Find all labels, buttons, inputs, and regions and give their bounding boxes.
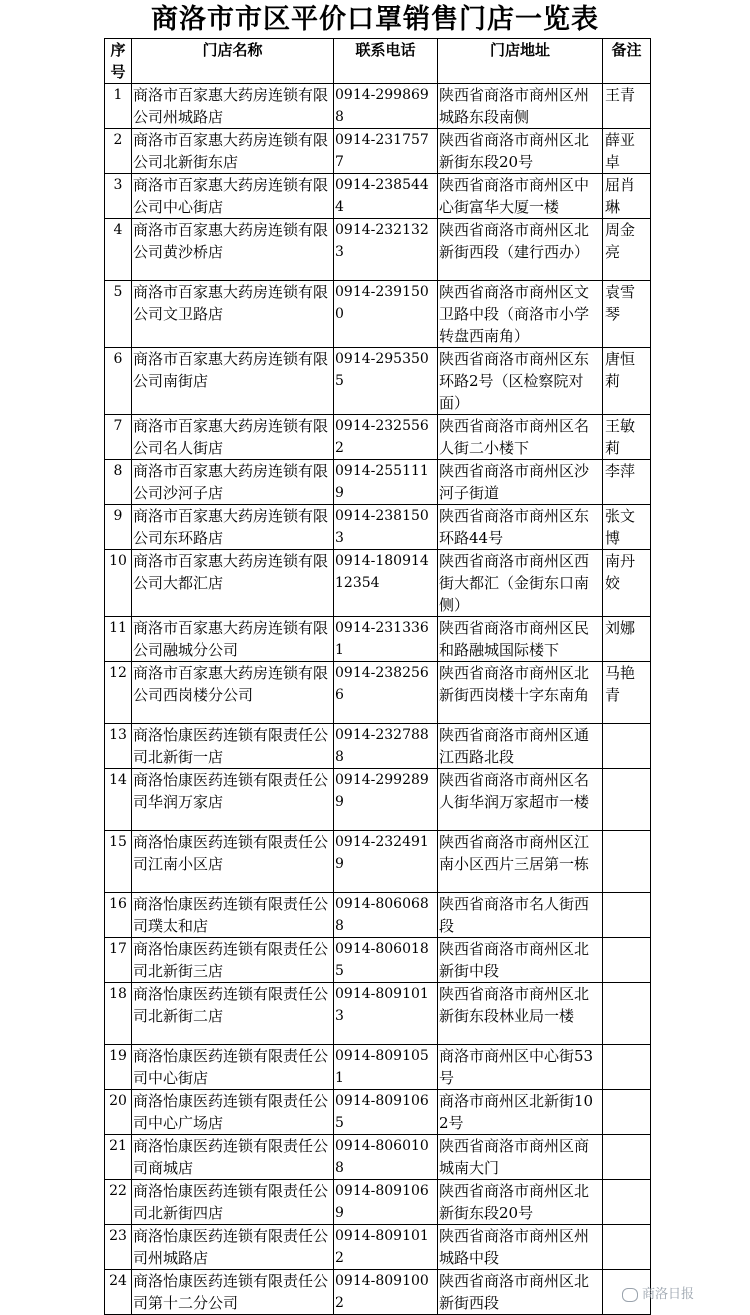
note-cell: 唐恒莉 (603, 348, 651, 415)
store-name: 商洛市百家惠大药房连锁有限公司中心街店 (132, 174, 334, 219)
table-body (105, 84, 651, 1315)
store-name: 商洛市百家惠大药房连锁有限公司南街店 (132, 348, 334, 415)
store-address: 陕西省商洛市商州区北新街中段 (438, 938, 603, 983)
store-name: 商洛怡康医药连锁有限责任公司州城路店 (132, 1225, 334, 1270)
note-cell (603, 831, 651, 893)
store-name: 商洛市百家惠大药房连锁有限公司黄沙桥店 (132, 219, 334, 281)
table-row (105, 617, 651, 662)
note-cell (603, 1180, 651, 1225)
store-name: 商洛怡康医药连锁有限责任公司中心广场店 (132, 1090, 334, 1135)
store-address: 陕西省商洛市商州区中心街富华大厦一楼 (438, 174, 603, 219)
table-header-row (105, 39, 651, 84)
note-cell: 薛亚卓 (603, 129, 651, 174)
note-cell: 屈肖琳 (603, 174, 651, 219)
phone-number: 0914-2324919 (334, 831, 438, 893)
store-address: 陕西省商洛市商州区通江西路北段 (438, 724, 603, 769)
store-address: 陕西省商洛市商州区北新街西段（建行西办） (438, 219, 603, 281)
table-row (105, 460, 651, 505)
note-cell: 南丹姣 (603, 550, 651, 617)
store-address: 陕西省商洛市商州区州城路中段 (438, 1225, 603, 1270)
store-name: 商洛市百家惠大药房连锁有限公司名人街店 (132, 415, 334, 460)
store-address: 陕西省商洛市商州区东环路44号 (438, 505, 603, 550)
row-number: 16 (105, 893, 132, 938)
row-number: 1 (105, 84, 132, 129)
store-address: 陕西省商洛市商州区州城路东段南侧 (438, 84, 603, 129)
row-number: 23 (105, 1225, 132, 1270)
table-row (105, 415, 651, 460)
col-header-note: 备注 (603, 39, 651, 84)
table-row (105, 938, 651, 983)
note-cell (603, 1045, 651, 1090)
phone-number: 0914-2382566 (334, 662, 438, 724)
note-cell (603, 1090, 651, 1135)
store-name: 商洛怡康医药连锁有限责任公司北新街二店 (132, 983, 334, 1045)
row-number: 15 (105, 831, 132, 893)
phone-number: 0914-2317577 (334, 129, 438, 174)
store-name: 商洛市百家惠大药房连锁有限公司沙河子店 (132, 460, 334, 505)
phone-number: 0914-2992899 (334, 769, 438, 831)
phone-number: 0914-2381503 (334, 505, 438, 550)
row-number: 19 (105, 1045, 132, 1090)
table-row (105, 281, 651, 348)
row-number: 21 (105, 1135, 132, 1180)
col-header-phone: 联系电话 (334, 39, 438, 84)
store-address: 商洛市商州区北新街102号 (438, 1090, 603, 1135)
note-cell: 袁雪琴 (603, 281, 651, 348)
store-name: 商洛怡康医药连锁有限责任公司北新街一店 (132, 724, 334, 769)
table-row (105, 1180, 651, 1225)
phone-number: 0914-8091051 (334, 1045, 438, 1090)
table-row (105, 831, 651, 893)
phone-number: 0914-8060185 (334, 938, 438, 983)
table-row (105, 1270, 651, 1315)
row-number: 5 (105, 281, 132, 348)
store-name: 商洛市百家惠大药房连锁有限公司东环路店 (132, 505, 334, 550)
row-number: 20 (105, 1090, 132, 1135)
store-name: 商洛怡康医药连锁有限责任公司华润万家店 (132, 769, 334, 831)
table-row (105, 129, 651, 174)
note-cell (603, 938, 651, 983)
col-header-name: 门店名称 (132, 39, 334, 84)
phone-number: 0914-2385444 (334, 174, 438, 219)
phone-number: 0914-2551119 (334, 460, 438, 505)
note-cell (603, 724, 651, 769)
phone-number: 0914-2313361 (334, 617, 438, 662)
col-header-no: 序号 (105, 39, 132, 84)
row-number: 8 (105, 460, 132, 505)
store-name: 商洛怡康医药连锁有限责任公司中心街店 (132, 1045, 334, 1090)
note-cell: 王敏莉 (603, 415, 651, 460)
store-name: 商洛市百家惠大药房连锁有限公司大都汇店 (132, 550, 334, 617)
store-name: 商洛怡康医药连锁有限责任公司第十二分公司 (132, 1270, 334, 1315)
store-name: 商洛市百家惠大药房连锁有限公司融城分公司 (132, 617, 334, 662)
col-header-address: 门店地址 (438, 39, 603, 84)
store-address: 陕西省商洛市商州区江南小区西片三居第一栋 (438, 831, 603, 893)
store-name: 商洛怡康医药连锁有限责任公司商城店 (132, 1135, 334, 1180)
note-cell (603, 1225, 651, 1270)
row-number: 12 (105, 662, 132, 724)
row-number: 18 (105, 983, 132, 1045)
store-name: 商洛怡康医药连锁有限责任公司北新街三店 (132, 938, 334, 983)
store-name: 商洛市百家惠大药房连锁有限公司北新街东店 (132, 129, 334, 174)
note-cell (603, 1135, 651, 1180)
phone-number: 0914-8091002 (334, 1270, 438, 1315)
store-address: 陕西省商洛市商州区名人街二小楼下 (438, 415, 603, 460)
row-number: 17 (105, 938, 132, 983)
row-number: 13 (105, 724, 132, 769)
table-row (105, 724, 651, 769)
phone-number: 0914-8091013 (334, 983, 438, 1045)
note-cell: 刘娜 (603, 617, 651, 662)
store-name: 商洛市百家惠大药房连锁有限公司州城路店 (132, 84, 334, 129)
phone-number: 0914-2327888 (334, 724, 438, 769)
store-address: 陕西省商洛市商州区西街大都汇（金街东口南侧） (438, 550, 603, 617)
note-cell: 王青 (603, 84, 651, 129)
table-row (105, 662, 651, 724)
store-name: 商洛市百家惠大药房连锁有限公司文卫路店 (132, 281, 334, 348)
table-row (105, 219, 651, 281)
phone-number: 0914-8091069 (334, 1180, 438, 1225)
wechat-logo-icon (622, 1288, 638, 1302)
phone-number: 0914-2321323 (334, 219, 438, 281)
row-number: 24 (105, 1270, 132, 1315)
table-row (105, 893, 651, 938)
note-cell: 马艳青 (603, 662, 651, 724)
row-number: 6 (105, 348, 132, 415)
store-address: 陕西省商洛市名人街西段 (438, 893, 603, 938)
row-number: 22 (105, 1180, 132, 1225)
row-number: 7 (105, 415, 132, 460)
store-name: 商洛怡康医药连锁有限责任公司江南小区店 (132, 831, 334, 893)
store-address: 陕西省商洛市商州区北新街东段20号 (438, 1180, 603, 1225)
row-number: 14 (105, 769, 132, 831)
row-number: 2 (105, 129, 132, 174)
store-address: 陕西省商洛市商州区东环路2号（区检察院对面） (438, 348, 603, 415)
phone-number: 0914-2391500 (334, 281, 438, 348)
watermark-text: 商洛日报 (642, 1287, 695, 1302)
table-row (105, 84, 651, 129)
store-address: 陕西省商洛市商州区民和路融城国际楼下 (438, 617, 603, 662)
phone-number: 0914-18091412354 (334, 550, 438, 617)
store-table (104, 38, 651, 1315)
table-row (105, 1090, 651, 1135)
note-cell: 李萍 (603, 460, 651, 505)
note-cell: 周金亮 (603, 219, 651, 281)
note-cell (603, 983, 651, 1045)
store-name: 商洛市百家惠大药房连锁有限公司西岗楼分公司 (132, 662, 334, 724)
phone-number: 0914-2325562 (334, 415, 438, 460)
store-address: 陕西省商洛市商州区北新街西段 (438, 1270, 603, 1315)
store-address: 陕西省商洛市商州区北新街东段林业局一楼 (438, 983, 603, 1045)
phone-number: 0914-2953505 (334, 348, 438, 415)
page-title: 商洛市市区平价口罩销售门店一览表 (151, 4, 599, 35)
watermark (622, 1283, 750, 1303)
table-row (105, 174, 651, 219)
row-number: 9 (105, 505, 132, 550)
phone-number: 0914-8091012 (334, 1225, 438, 1270)
table-row (105, 1225, 651, 1270)
phone-number: 0914-8060108 (334, 1135, 438, 1180)
table-row (105, 1045, 651, 1090)
store-address: 商洛市商州区中心街53号 (438, 1045, 603, 1090)
table-row (105, 550, 651, 617)
store-address: 陕西省商洛市商州区名人街华润万家超市一楼 (438, 769, 603, 831)
note-cell: 张文博 (603, 505, 651, 550)
table-row (105, 505, 651, 550)
row-number: 10 (105, 550, 132, 617)
row-number: 3 (105, 174, 132, 219)
phone-number: 0914-2998698 (334, 84, 438, 129)
note-cell (603, 893, 651, 938)
store-address: 陕西省商洛市商州区北新街东段20号 (438, 129, 603, 174)
table-row (105, 769, 651, 831)
phone-number: 0914-8091065 (334, 1090, 438, 1135)
table-row (105, 348, 651, 415)
row-number: 4 (105, 219, 132, 281)
store-name: 商洛怡康医药连锁有限责任公司璞太和店 (132, 893, 334, 938)
phone-number: 0914-8060688 (334, 893, 438, 938)
table-row (105, 1135, 651, 1180)
store-address: 陕西省商洛市商州区文卫路中段（商洛市小学转盘西南角） (438, 281, 603, 348)
store-address: 陕西省商洛市商州区沙河子街道 (438, 460, 603, 505)
store-name: 商洛怡康医药连锁有限责任公司北新街四店 (132, 1180, 334, 1225)
note-cell (603, 769, 651, 831)
row-number: 11 (105, 617, 132, 662)
table-row (105, 983, 651, 1045)
store-address: 陕西省商洛市商州区北新街西岗楼十字东南角 (438, 662, 603, 724)
store-address: 陕西省商洛市商州区商城南大门 (438, 1135, 603, 1180)
